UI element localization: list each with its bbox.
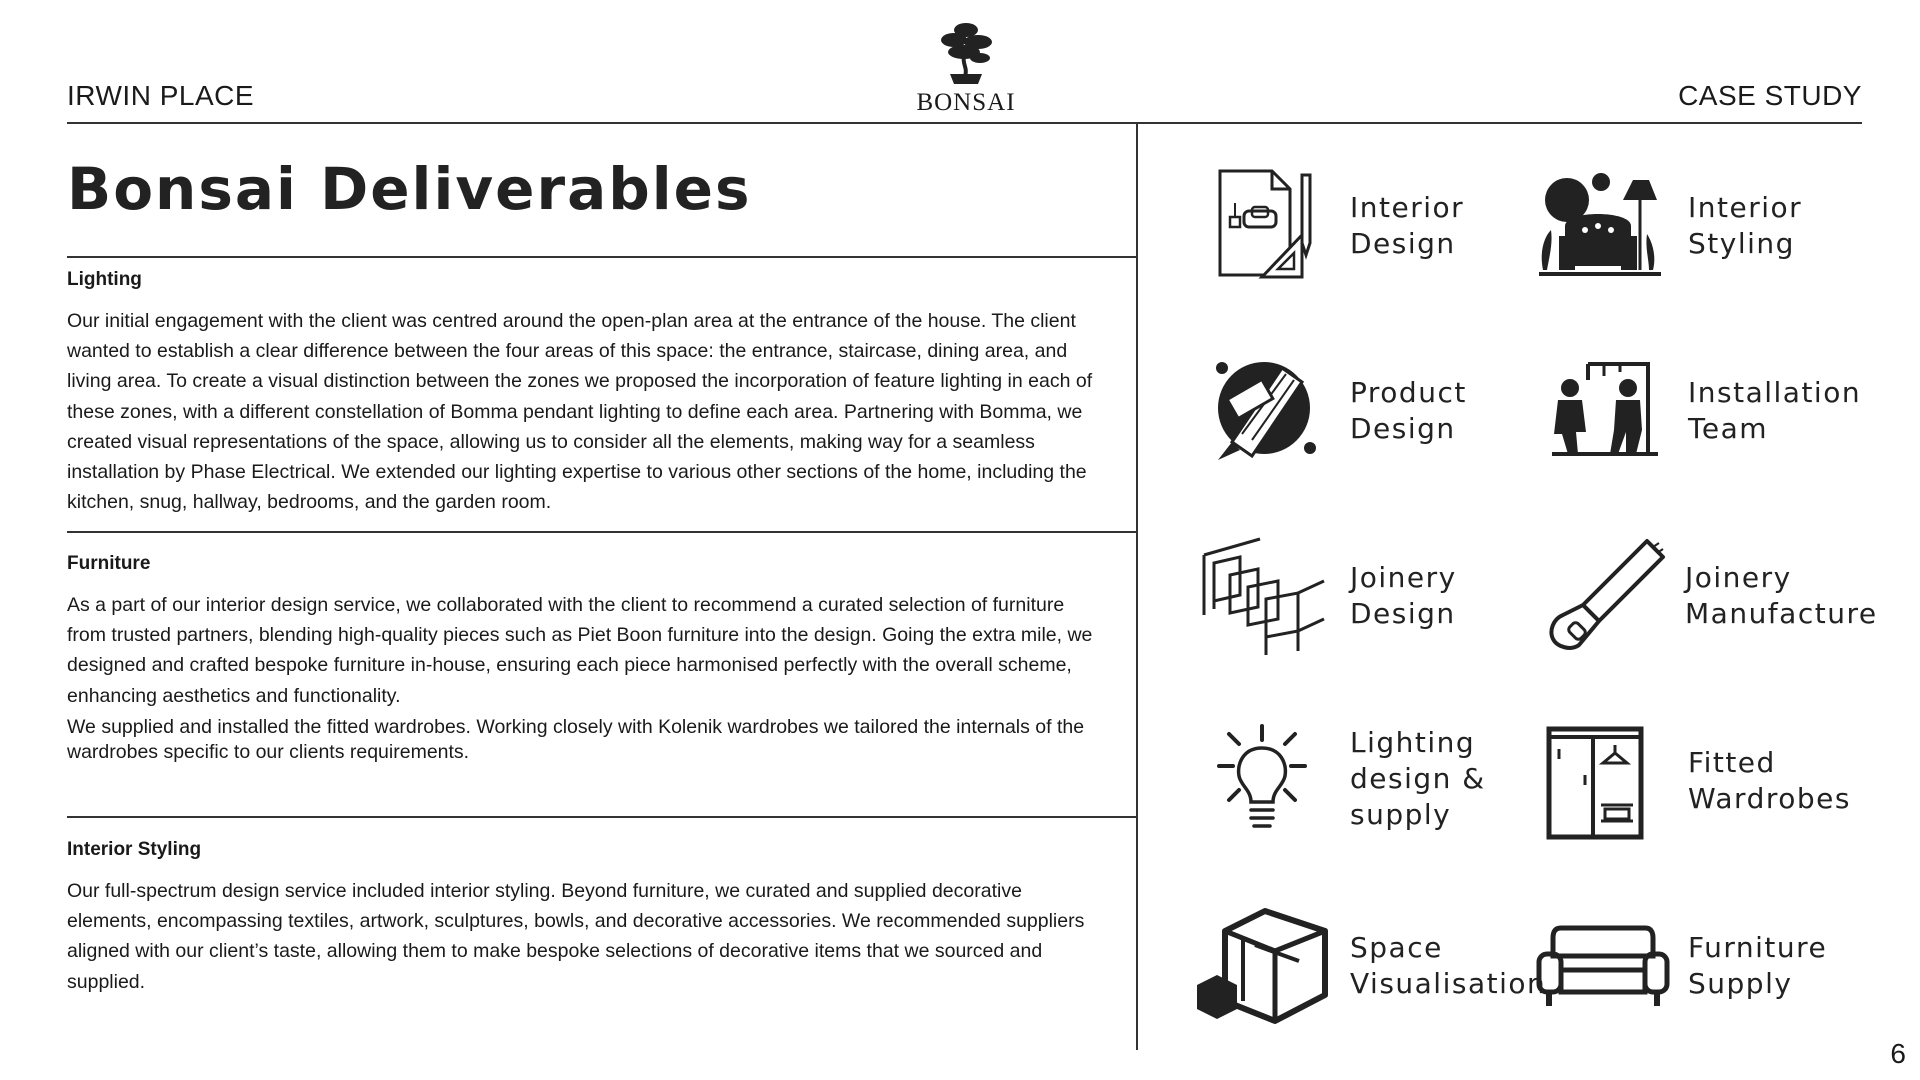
column-divider (1136, 122, 1138, 1050)
section-paragraph: Our full-spectrum design service included interior styling. Beyond furniture, we curated and supplied decorative elements, encompassing textiles, artwork, sculptures, bowls, and decorative accessories. We recommended suppliers aligned with our client’s taste, allowing them to make bespoke selections of decorative items that we sourced and supplied. (67, 880, 1085, 993)
section-paragraph: As a part of our interior design service, we collaborated with the client to recommend a curated selection of furniture from trusted partners, blending high-quality pieces such as Piet Boon furniture into the design. Going the extra mile, we designed and crafted bespoke furniture in-house, ensuring each piece harmonised perfectly with the overall scheme, enhancing aesthetics and functionality. (67, 594, 1093, 707)
section-heading-interior-styling: Interior Styling (67, 839, 202, 860)
joinery-design-icon (1200, 535, 1330, 655)
page-title: Bonsai Deliverables (67, 155, 752, 223)
page-number: 6 (1890, 1038, 1906, 1069)
document-type: CASE STUDY (1678, 80, 1862, 111)
service-label-fitted-wardrobes: Fitted Wardrobes (1688, 746, 1851, 815)
section-divider (67, 816, 1137, 818)
section-body-interior-styling (67, 876, 1107, 997)
service-label-installation-team: Installation Team (1688, 376, 1862, 445)
section-heading-lighting: Lighting (67, 269, 142, 290)
project-name: IRWIN PLACE (67, 80, 255, 111)
installation-team-icon (1548, 360, 1663, 460)
section-body-furniture (67, 590, 1107, 765)
service-label-product-design: Product Design (1350, 376, 1467, 445)
brand-wordmark: BONSAI (916, 89, 1016, 116)
wardrobe-icon (1545, 725, 1645, 840)
service-label-joinery-design: Joinery Design (1350, 561, 1457, 630)
interior-design-icon (1212, 165, 1322, 280)
bonsai-tree-icon (936, 16, 996, 86)
service-label-interior-design: Interior Design (1350, 191, 1465, 260)
sofa-icon (1535, 920, 1670, 1010)
header-divider (67, 122, 1862, 124)
cube-icon (1195, 905, 1335, 1025)
service-label-interior-styling: Interior Styling (1688, 191, 1803, 260)
service-label-space-visualisation: Space Visualisation (1350, 931, 1547, 1000)
service-label-lighting: Lighting design & supply (1350, 726, 1486, 831)
title-divider (67, 256, 1137, 258)
section-body-lighting (67, 306, 1107, 517)
section-heading-furniture: Furniture (67, 553, 151, 574)
interior-styling-icon (1535, 170, 1665, 280)
section-paragraph: We supplied and installed the fitted wardrobes. Working closely with Kolenik wardrobes we tailored the internals of the wardrobes specific to our clients requirements. (67, 715, 1085, 763)
brand-logo (910, 16, 1022, 117)
saw-icon (1543, 535, 1668, 655)
product-design-icon (1212, 358, 1322, 463)
section-paragraph: Our initial engagement with the client was centred around the open-plan area at the entrance of the house. The client wanted to establish a clear difference between the four areas of this space: the entrance, staircase, dining area, and living area. To create a visual distinction between the zones we proposed the incorporation of feature lighting in each of these zones, with a different constellation of Bomma pendant lighting to define each area. Partnering with Bomma, we created visual representations of the space, allowing us to consider all the elements, making way for a seamless installation by Phase Electrical. We extended our lighting expertise to various other sections of the home, including the kitchen, snug, hallway, bedrooms, and the garden room. (67, 310, 1093, 514)
section-divider (67, 531, 1137, 533)
service-label-joinery-manufacture: Joinery Manufacture (1685, 561, 1878, 630)
service-label-furniture-supply: Furniture Supply (1688, 931, 1828, 1000)
lightbulb-icon (1205, 720, 1320, 840)
